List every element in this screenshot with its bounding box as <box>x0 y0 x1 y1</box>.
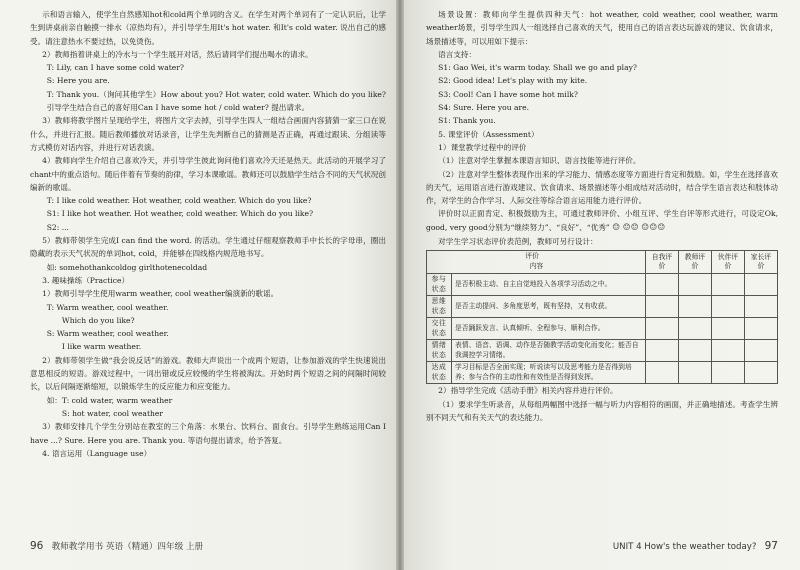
table-row <box>427 318 778 340</box>
smiley-icon: ☺☺ <box>622 222 639 233</box>
header-bottom: 内容 <box>529 262 544 271</box>
paragraph: 3）教师安排几个学生分别站在教室的三个角落：水果台、饮料台、面食台。引导学生熟练运用Can I have ...? Sure. Here you are. Thank you. 等语句提出请求，给予答复。 <box>30 422 386 445</box>
dialogue-line: T: Lily, can I have some cold water? <box>46 63 184 73</box>
table-header-row <box>427 251 778 274</box>
left-page <box>0 0 396 570</box>
dialogue-line: Which do you like? <box>61 315 135 325</box>
page-number: 96 <box>30 540 44 552</box>
sub-heading: 2）指导学生完成《活动手册》相关内容并进行评价。 <box>438 386 618 396</box>
paragraph: （2）注意对学生整体表现作出来的学习能力、情感态度等方面进行肯定和鼓励。如，学生在选择喜欢的天气，运用语言进行游戏建议、饮食请求、场景描述等小组成结对活动时，结合学生语言表达和肢体动作，对学生的合作学习、人际交往等综合语言运用能力进行评价。 <box>426 169 778 206</box>
example-line: 如：T: cold water, warm weather <box>46 395 173 405</box>
dialogue-line: S1: Thank you. <box>438 116 496 126</box>
dialogue-line: S2: Good idea! Let's play with my kite. <box>438 76 588 86</box>
smiley-icon: ☺ <box>612 222 621 233</box>
assessment-text: 评价时以正面肯定、积极鼓励为主，可通过教师评价、小组互评、学生自评等形式进行，可设定Ok, good, very good分别为“继续努力”、“良好”、“优秀” <box>426 209 778 232</box>
paragraph <box>426 207 778 235</box>
table-row <box>427 274 778 296</box>
dialogue-line: S1: Gao Wei, it's warm today. Shall we go and play? <box>438 63 637 73</box>
dialogue-line: I like warm weather. <box>61 342 142 352</box>
table-row <box>427 362 778 384</box>
row-label: 达成状态 <box>427 362 452 384</box>
paragraph: 场景设置：教师向学生提供四种天气：hot weather, cold weather, cool weather, warm weather场景，引导学生四人一组选择自己喜欢的天气，使用自己的语言表达玩游戏的建议、饮食请求，场景描述等，可以用如下提示： <box>426 10 778 46</box>
example-line: S: hot water, cool weather <box>61 408 164 418</box>
dialogue-line: S2: ... <box>46 222 69 232</box>
unit-title: UNIT 4 How's the weather today? <box>612 542 757 552</box>
dialogue-line: S3: Cool! Can I have some hot milk? <box>438 89 578 99</box>
dialogue-line: S: Warm weather, cool weather. <box>46 329 169 339</box>
page-number: 97 <box>764 540 778 552</box>
dialogue-line: T: Warm weather, cool weather. <box>46 302 169 312</box>
paragraph: 4）教师向学生介绍自己喜欢冷天，并引导学生彼此询问他们喜欢冷天还是热天。此活动的开展学习了chant中的重点语句。随后伴着有节奏的韵律，学习本课歌谣。教师还可以鼓励学生结合不同的天气状况创编新的歌谣。 <box>30 156 386 192</box>
paragraph: 2）教师带领学生做“我会说反话”的游戏。教师大声说出一个成两个短语，让参加游戏的学生快速说出意思相反的短语。游戏过程中，一词出错或反应较慢的学生将被淘汰。开始时两个短语之间的间隔时间较长，以后间隔逐渐缩短，以锻炼学生的反应能力和应变能力。 <box>30 355 386 392</box>
row-content: 是否积极主动、自主自觉地投入各项学习活动之中。 <box>452 274 646 296</box>
example-line: 如: somehothankcoldog girlthotenecoldad <box>46 262 208 272</box>
left-footer <box>30 540 203 552</box>
column-header: 家长评价 <box>745 251 778 274</box>
sub-heading: 1）课堂教学过程中的评价 <box>438 142 527 152</box>
smiley-icon: ☺☺☺ <box>641 222 666 233</box>
section-heading: 3. 趣味操练（Practice） <box>42 275 130 285</box>
dialogue-line: S1: I like hot weather. Hot weather, cold weather. Which do you like? <box>46 209 314 219</box>
assessment-table <box>426 250 778 384</box>
paragraph: 对学生学习状态评价表范例，教师可另行设计： <box>438 237 598 247</box>
paragraph: 语言支持： <box>438 49 477 59</box>
header-top: 评价 <box>525 252 539 261</box>
row-label: 交往状态 <box>427 318 452 340</box>
paragraph: 示和语言输入，使学生自然感知hot和cold两个单词的含义。在学生对两个单词有了一定认识后，让学生到讲桌前亲自触摸一排水（凉热均有），并引导学生用It's hot water. 和It's cold water. 说出自己的感受。请注意热水不要过热，以免烫伤。 <box>30 10 386 46</box>
column-header: 教师评价 <box>679 251 712 274</box>
row-content: 是否踊跃发言、认真倾听、全程参与、顺利合作。 <box>452 318 646 340</box>
column-header: 自我评价 <box>646 251 679 274</box>
section-heading: 4. 语言运用（Language use） <box>42 448 152 458</box>
dialogue-line: T: I like cold weather. Hot weather, cold weather. Which do you like? <box>46 196 312 206</box>
paragraph: 2）教师指着讲桌上的冷水与一个学生展开对话，然后请同学们提出喝水的请求。 <box>42 49 313 59</box>
book-gutter <box>396 0 404 570</box>
dialogue-line: T: Thank you.（询问其他学生）How about you? Hot water, cold water. Which do you like? 引导学生结合自己的喜好用Can I have some hot / cold water? 提出请求。 <box>46 89 386 113</box>
book-title: 教师教学用书 英语（精通）四年级 上册 <box>51 542 204 552</box>
row-content: 表情、语音、语调、动作是否随教学活动变化而变化；能否自我调控学习情绪。 <box>452 340 646 362</box>
paragraph: 5）教师带领学生完成I can find the word. 的活动。学生通过仔细观察教师手中长长的字母串，圈出隐藏的表示天气状况的单词hot, cold，并能够在四线格内规范地书写。 <box>30 236 386 259</box>
table-row <box>427 340 778 362</box>
right-page <box>404 0 800 570</box>
column-header: 伙伴评价 <box>712 251 745 274</box>
section-heading: 5. 课堂评价（Assessment） <box>438 129 539 139</box>
paragraph: 3）教师将教学图片呈现给学生，将图片文字去掉，引导学生四人一组结合画面内容猜猜一家三口在说什么，并进行汇报。随后教师播放对话录音，让学生先判断自己的猜测是否正确，再通过跟读、分组读等方式模仿对话内容，并进行对话表演。 <box>30 116 386 152</box>
paragraph: 1）教师引导学生使用warm weather, cool weather编演新的歌谣。 <box>42 289 279 299</box>
table-header-cell <box>427 251 646 274</box>
row-label: 情绪状态 <box>427 340 452 362</box>
table-row <box>427 296 778 318</box>
row-content: 学习目标是否全面实现；听说读写以及思考能力是否得到培养；参与合作的主动性和有效性是否得到发挥。 <box>452 362 646 384</box>
row-content: 是否主动提问、多角度思考，既有坚持，又有收获。 <box>452 296 646 318</box>
paragraph: （1）注意对学生掌握本课语言知识、语言技能等进行评价。 <box>438 156 641 166</box>
paragraph: （1）要求学生听录音，从每组两幅图中选择一幅与听力内容相符的画面，并正确地描述。考查学生辨别不同天气和有关天气的表达能力。 <box>426 399 778 422</box>
dialogue-line: S: Here you are. <box>46 76 110 86</box>
dialogue-line: S4: Sure. Here you are. <box>438 103 530 113</box>
row-label: 思维状态 <box>427 296 452 318</box>
right-footer <box>613 540 778 552</box>
row-label: 参与状态 <box>427 274 452 296</box>
